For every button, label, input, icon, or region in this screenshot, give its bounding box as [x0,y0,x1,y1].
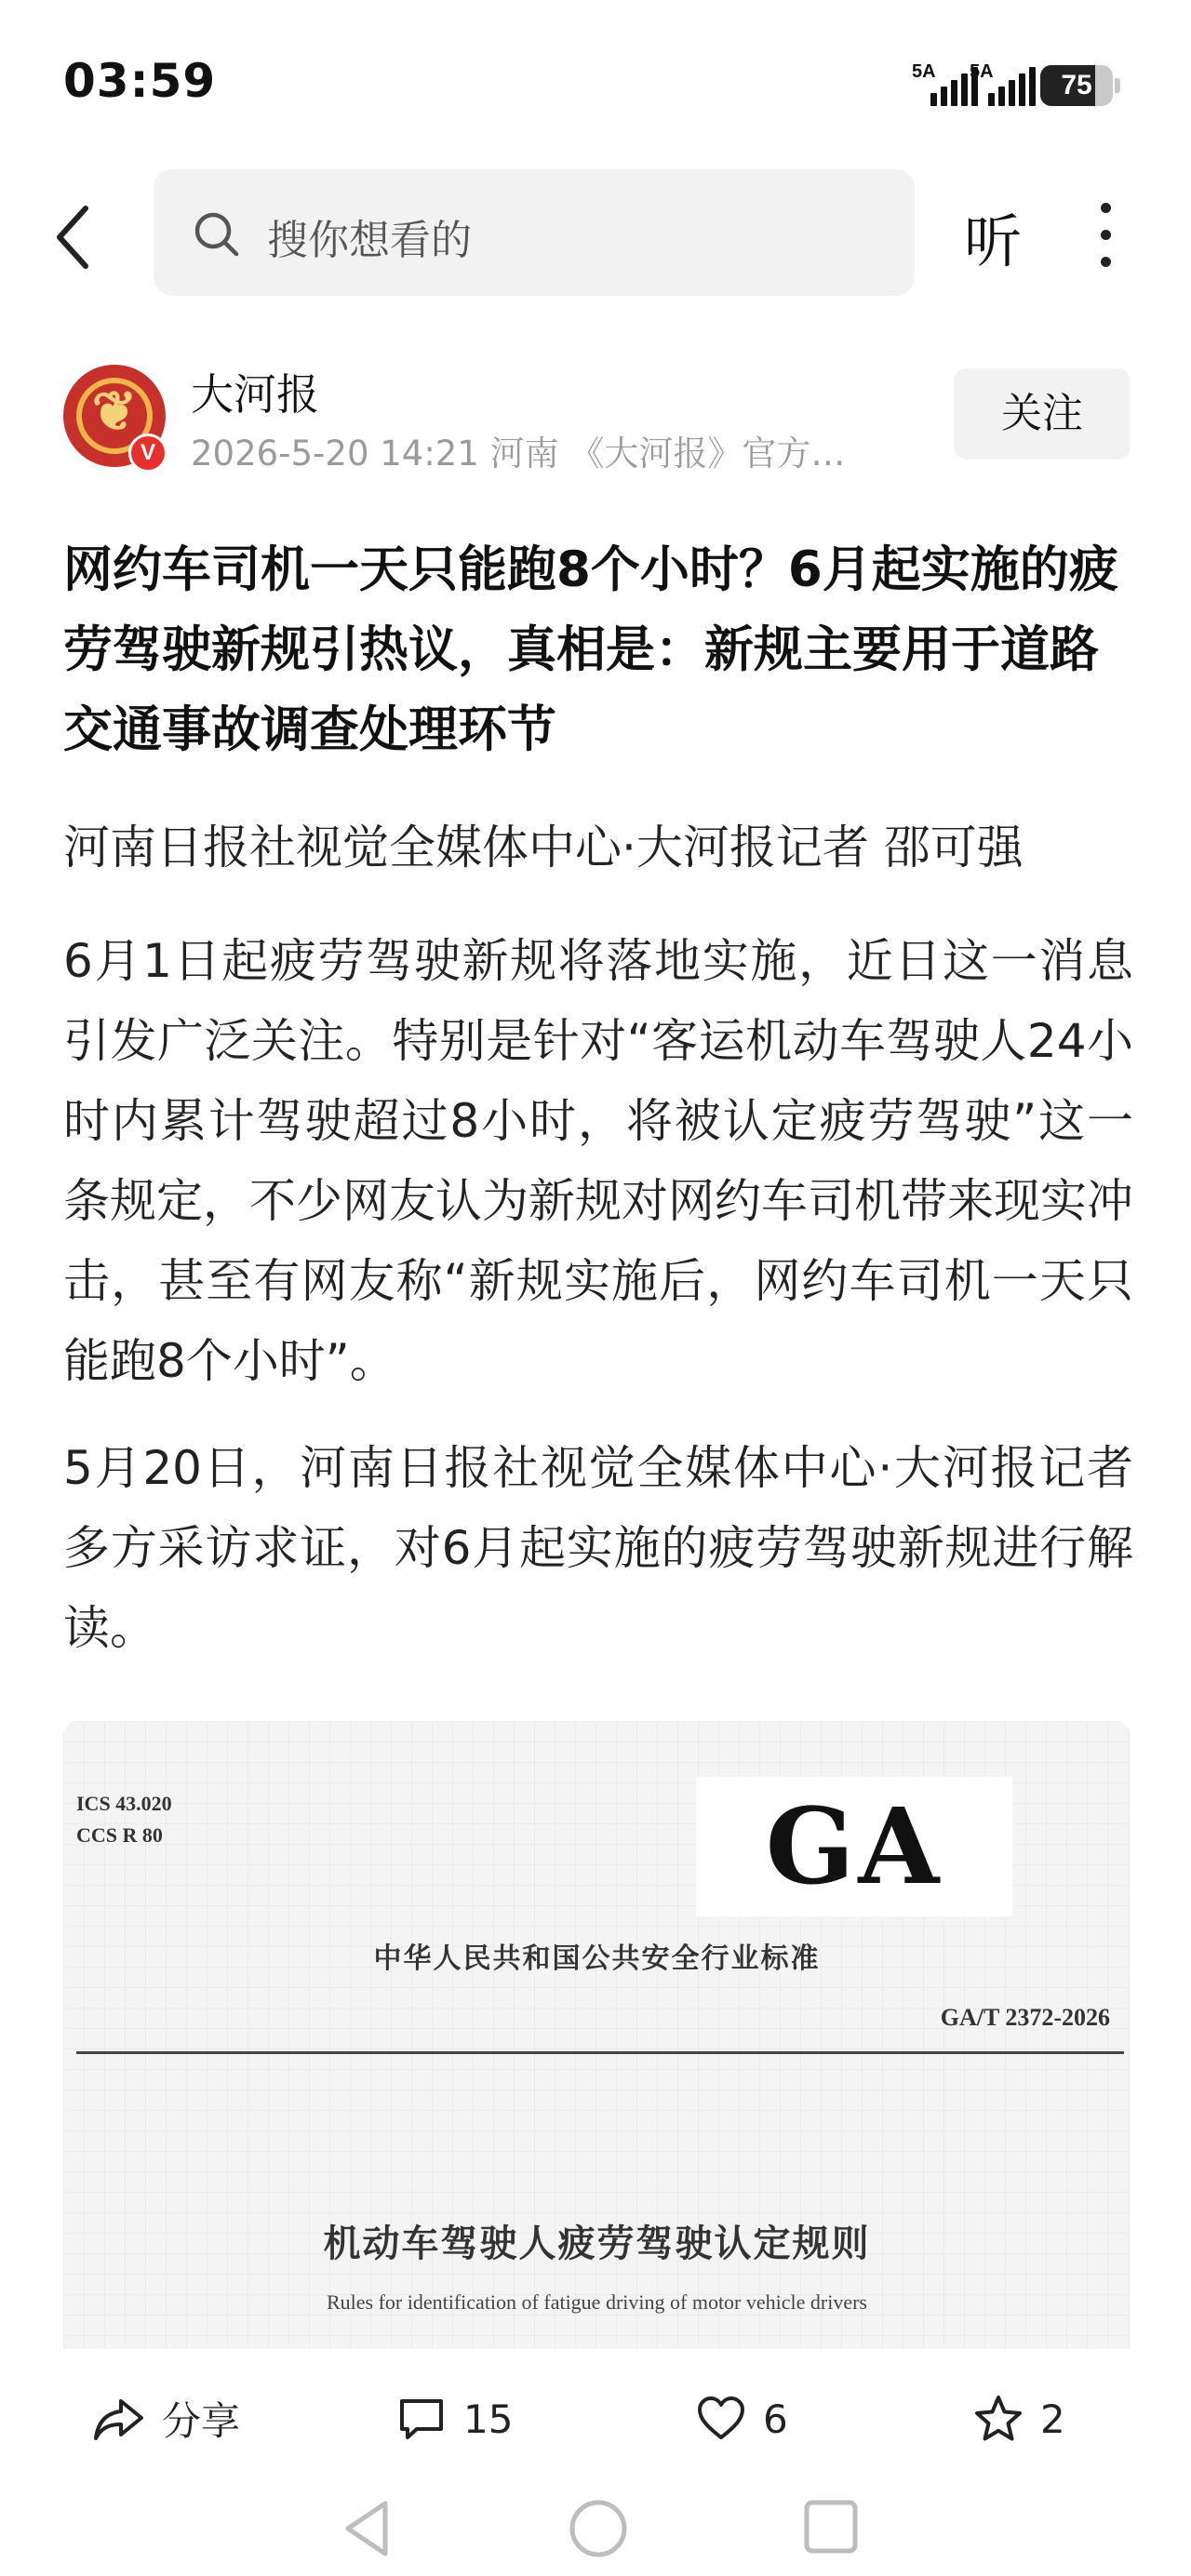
like-button[interactable] [696,2386,788,2451]
divider [76,2051,1124,2054]
verified-badge: V [128,434,167,473]
system-back-button[interactable] [339,2498,395,2563]
article-paragraph: 6月1日起疲劳驾驶新规将落地实施，近日这一消息引发广泛关注。特别是针对“客运机动车驾驶人24小时内累计驾驶超过8小时，将被认定疲劳驾驶”这一条规定，不少网友认为新规对网约车司机带来现实冲击，甚至有网友称“新规实施后，网约车司机一天只能跑8个小时”。 [63,934,1133,1388]
article-image[interactable] [63,1721,1131,2349]
search-icon [193,210,241,259]
cellular-signal-icon [970,61,1035,106]
document-title: 机动车驾驶人疲劳驾驶认定规则 [323,2222,871,2265]
top-nav [0,167,1191,307]
author-name[interactable]: 大河报 [191,369,319,420]
action-bar [0,2368,1191,2470]
follow-button[interactable]: 关注 [954,368,1131,460]
like-count: 6 [763,2396,788,2442]
comment-count: 15 [463,2396,514,2442]
star-icon [973,2395,1024,2443]
cellular-signal-icon [912,61,977,106]
status-bar [0,0,1191,167]
article-title: 网约车司机一天只能跑8个小时？6月起实施的疲劳驾驶新规引热议，真相是：新规主要用于道路交通事故调查处理环节 [63,541,1118,758]
article-paragraph: 5月20日，河南日报社视觉全媒体中心·大河报记者多方采访求证，对6月起实施的疲劳驾驶新规进行解读。 [63,1441,1133,1655]
share-label: 分享 [162,2398,241,2444]
heart-icon [696,2396,746,2442]
ga-logo: GA [696,1777,1012,1916]
back-arrow-icon [48,195,104,279]
more-button[interactable] [1094,203,1117,268]
listen-button[interactable]: 听 [964,207,1023,275]
system-home-button[interactable] [568,2498,629,2563]
status-time: 03:59 [63,54,217,108]
standard-type: 中华人民共和国公共安全行业标准 [373,1942,821,1975]
search-bar[interactable] [154,169,915,296]
system-navigation [0,2479,1191,2576]
battery-icon [1040,65,1120,106]
document-subtitle: Rules for identification of fatigue driving of motor vehicle drivers [326,2290,867,2314]
share-icon [93,2396,145,2442]
square-recents-icon [802,2498,860,2556]
triangle-back-icon [339,2498,395,2559]
comment-icon [396,2396,447,2442]
network-type-label: 5A [912,61,936,82]
ics-code: ICS 43.020 [76,1792,172,1815]
author-row [0,354,1191,474]
comment-button[interactable] [396,2386,513,2451]
author-meta: 2026-5-20 14:21 河南 《大河报》官方… [191,434,846,474]
favorite-count: 2 [1040,2396,1065,2442]
article-byline: 河南日报社视觉全媒体中心·大河报记者 邵可强 [63,821,1024,874]
avatar[interactable]: ❦ [63,365,166,467]
ccs-code: CCS R 80 [76,1823,163,1847]
search-placeholder: 搜你想看的 [267,217,472,264]
circle-home-icon [568,2498,629,2559]
favorite-button[interactable] [973,2386,1065,2451]
back-button[interactable] [48,195,104,279]
share-button[interactable] [93,2386,240,2451]
system-recents-button[interactable] [802,2498,860,2559]
network-type-label: 5A [970,61,994,82]
battery-level: 75 [1061,70,1092,100]
standard-code: GA/T 2372-2026 [940,2004,1110,2031]
